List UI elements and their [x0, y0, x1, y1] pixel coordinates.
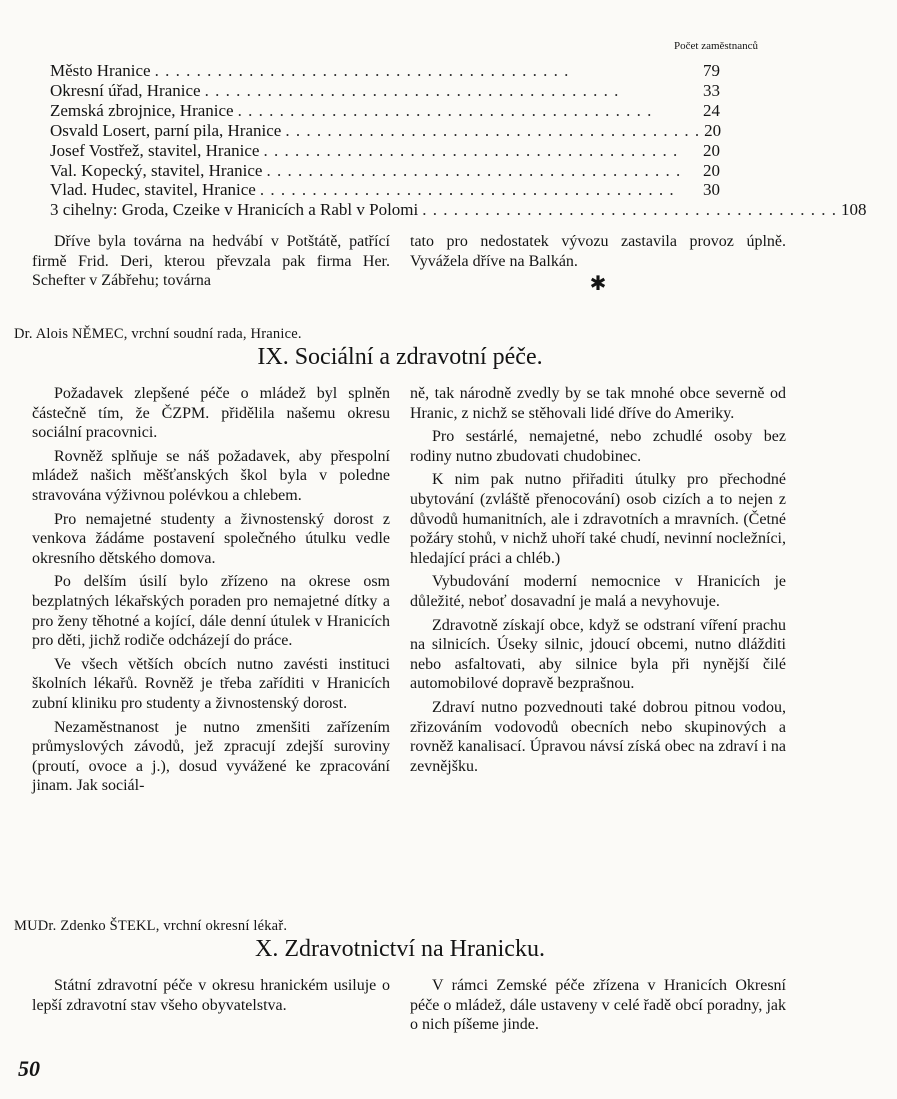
table-row [50, 61, 750, 81]
asterisk-separator: ✱ [589, 273, 607, 296]
paragraph: V rámci Zemské péče zřízena v Hranicích Okresní péče o mládež, dále ustaveny v celé řadě obcí poradny, jak o nich píšeme jinde. [410, 977, 786, 1034]
leader-dots: . . . . . . . . . . . . . . . . . . . . . . . . . . . . . . . . . . . . . . . . [154, 61, 570, 80]
section-10-right-column [410, 976, 786, 1039]
table-row [50, 200, 867, 220]
paragraph: ně, tak národně zvedly by se tak mnohé obce severně od Hranic, z nichž se stěhovali lidé dříve do Ameriky. [410, 385, 786, 422]
section-10-author: MUDr. Zdenko ŠTEKL, vrchní okresní lékař. [14, 918, 288, 934]
paragraph: K nim pak nutno přiřaditi útulky pro přechodné ubytování (zvláště přenocování) osob cizích a to nejen z důvodů humanitních, ale i zdravotních a mravních. (Četné požáry stohů, v nichž uhoří také chudí, nevinní nocležníci, hledající práci a chléb.) [410, 471, 786, 567]
employee-count: 33 [703, 80, 720, 100]
employer-name: Josef Vostřež, stavitel, Hranice [50, 140, 260, 160]
employee-count: 30 [703, 180, 720, 200]
section-9-author: Dr. Alois NĚMEC, vrchní soudní rada, Hranice. [14, 326, 302, 342]
employer-name: Val. Kopecký, stavitel, Hranice [50, 160, 263, 180]
paragraph: Po delším úsilí bylo zřízeno na okrese osm bezplatných lékařských poraden pro nemajetné dítky a pro ženy těhotné a kojící, dále denní útulek v Hranicích pro děti, jichž rodiče odcházejí do práce. [32, 573, 390, 650]
paragraph: Pro nemajetné studenty a živnostenský dorost z venkova žádáme postavení společného útulku vedle okresního dětského domova. [32, 510, 390, 567]
paragraph: Vybudování moderní nemocnice v Hranicích je důležité, neboť dosavadní je malá a nevyhovuje. [410, 573, 786, 610]
paragraph: Požadavek zlepšené péče o mládež byl splněn částečně tím, že ČZPM. přidělila našemu okresu sociální pracovnici. [32, 385, 390, 442]
intro-right-text: tato pro nedostatek vývozu zastavila provoz úplně. Vyvážela dříve na Balkán. [410, 233, 786, 270]
leader-dots: . . . . . . . . . . . . . . . . . . . . . . . . . . . . . . . . . . . . . . . . [422, 200, 837, 220]
section-9-left-column [32, 384, 390, 800]
section-10-left-column [32, 976, 390, 1019]
paragraph: Pro sestárlé, nemajetné, nebo zchudlé osoby bez rodiny nutno zbudovati chudobinec. [410, 428, 786, 465]
paragraph: Zdravotně získají obce, když se odstraní víření prachu na silnicích. Úseky silnic, jdoucí obcemi, nutno dlážditi nebo asfaltovati, aby silnice byla při nynější čilé automobilové dopravě bezprašnou. [410, 616, 786, 693]
employer-name: Okresní úřad, Hranice [50, 80, 201, 100]
table-row [50, 121, 750, 141]
employer-table [50, 61, 867, 220]
page-number: 50 [18, 1056, 40, 1081]
intro-right-column [410, 232, 786, 295]
employee-count: 20 [703, 140, 720, 160]
employee-count: 24 [703, 100, 720, 120]
paragraph: Zdraví nutno pozvednouti také dobrou pitnou vodou, zřizováním vodovodů obecních nebo skupinových a rovněž kanalisací. Úpravou návsí získá obec na zdraví i na zevnějšku. [410, 698, 786, 775]
employee-count: 20 [703, 160, 720, 180]
employer-name: Zemská zbrojnice, Hranice [50, 100, 234, 120]
employer-name: Osvald Losert, parní pila, Hranice [50, 120, 282, 140]
leader-dots: . . . . . . . . . . . . . . . . . . . . . . . . . . . . . . . . . . . . . . . . [259, 180, 675, 200]
intro-left-column [32, 232, 390, 295]
section-9-title: IX. Sociální a zdravotní péče. [257, 344, 543, 370]
table-row [50, 101, 750, 121]
employer-name: Vlad. Hudec, stavitel, Hranice [50, 180, 256, 200]
employer-name: 3 cihelny: Groda, Czeike v Hranicích a Rabl v Polomi [50, 200, 419, 220]
leader-dots: . . . . . . . . . . . . . . . . . . . . . . . . . . . . . . . . . . . . . . . . [285, 120, 701, 140]
count-column-header: Počet zaměstnanců [674, 40, 758, 52]
paragraph: Státní zdravotní péče v okresu hranickém usiluje o lepší zdravotní stav všeho obyvatelstva. [32, 977, 390, 1014]
table-row [50, 141, 750, 161]
leader-dots: . . . . . . . . . . . . . . . . . . . . . . . . . . . . . . . . . . . . . . . . [266, 160, 682, 180]
intro-left-text: Dříve byla továrna na hedvábí v Potštátě, patřící firmě Frid. Deri, kterou převzala pak firma Her. Schefter v Zábřehu; továrna [32, 233, 390, 290]
paragraph: Ve všech větších obcích nutno zavésti instituci školních lékařů. Rovněž je třeba zaříditi v Hranicích zubní kliniku pro studenty a živnostenský dorost. [32, 655, 390, 712]
leader-dots: . . . . . . . . . . . . . . . . . . . . . . . . . . . . . . . . . . . . . . . . [237, 100, 653, 120]
paragraph: Nezaměstnanost je nutno zmenšiti zařízením průmyslových závodů, jež zpracují zdejší suroviny (proutí, ovoce a j.), dosud vyvážené ke zpracování jinam. Jak sociál- [32, 718, 390, 795]
leader-dots: . . . . . . . . . . . . . . . . . . . . . . . . . . . . . . . . . . . . . . . . [204, 80, 620, 100]
section-10-title: X. Zdravotnictví na Hranicku. [255, 936, 545, 962]
table-row [50, 81, 750, 101]
leader-dots: . . . . . . . . . . . . . . . . . . . . . . . . . . . . . . . . . . . . . . . . [263, 140, 679, 160]
section-9-right-column [410, 384, 786, 780]
paragraph: Rovněž splňuje se náš požadavek, aby přespolní mládež našich měšťanských škol byla v poledne stravována výživnou polévkou a chlebem. [32, 447, 390, 504]
employer-name: Město Hranice [50, 61, 151, 80]
employee-count: 108 [841, 200, 867, 220]
table-row [50, 180, 750, 200]
employee-count: 20 [704, 120, 722, 140]
employee-count: 79 [703, 61, 720, 80]
table-row [50, 161, 750, 181]
